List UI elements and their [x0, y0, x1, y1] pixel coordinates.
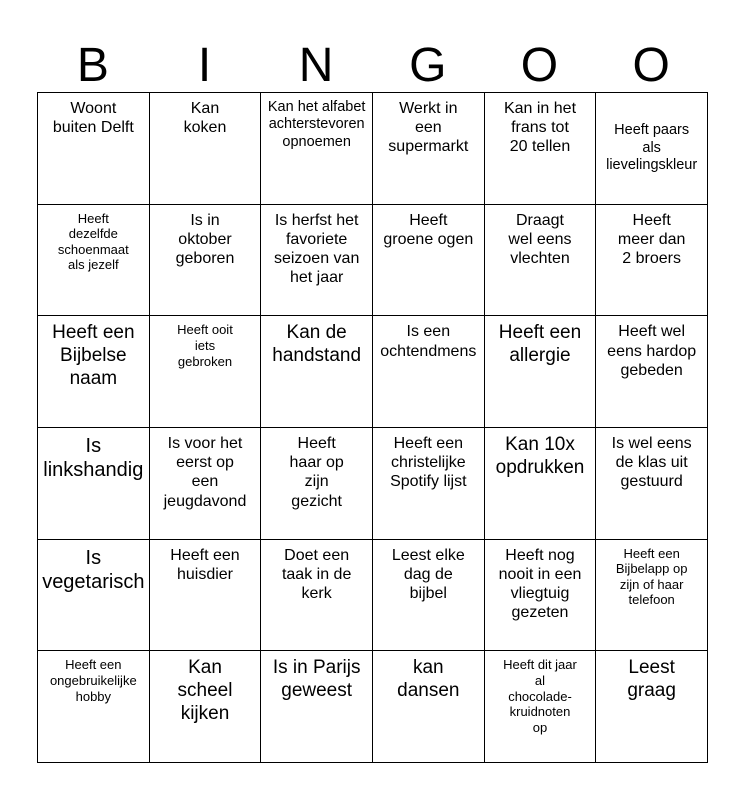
header-letter-o2: O — [632, 39, 670, 92]
bingo-cell[interactable] — [373, 316, 485, 428]
bingo-cell[interactable] — [373, 93, 485, 205]
cell-text: Heeft paars als lievelingskleur — [606, 122, 698, 174]
bingo-cell[interactable] — [596, 205, 708, 317]
cell-text: Heeft dezelfde schoenmaat als jezelf — [57, 210, 129, 273]
bingo-cell[interactable] — [373, 540, 485, 652]
bingo-cell[interactable] — [485, 93, 597, 205]
bingo-cell[interactable] — [373, 651, 485, 763]
bingo-cell[interactable] — [38, 651, 150, 763]
bingo-cell[interactable] — [38, 93, 150, 205]
cell-text: Heeft ooit iets gebroken — [177, 322, 233, 369]
bingo-cell[interactable] — [485, 205, 597, 317]
cell-text: Kan scheel kijken — [177, 657, 233, 724]
header-letter-g: G — [409, 39, 447, 92]
bingo-cell[interactable] — [150, 651, 262, 763]
bingo-cell[interactable] — [38, 205, 150, 317]
cell-text: Leest elke dag de bijbel — [391, 546, 465, 603]
bingo-cell[interactable] — [373, 428, 485, 540]
cell-text: Heeft haar op zijn gezicht — [289, 434, 344, 510]
cell-text: Kan het alfabet achterstevoren opnoemen — [267, 99, 366, 150]
cell-text: Doet een taak in de kerk — [281, 546, 352, 603]
cell-text: Is wel eens de klas uit gestuurd — [611, 434, 692, 491]
cell-text: Heeft nog nooit in een vliegtuig gezeten — [498, 546, 582, 622]
cell-text: Is in oktober geboren — [175, 211, 235, 268]
cell-text: Heeft een Bijbelapp op zijn of haar telefoon — [615, 545, 688, 608]
cell-text: Kan koken — [183, 100, 227, 137]
bingo-cell[interactable] — [150, 428, 262, 540]
cell-text: Heeft een huisdier — [170, 546, 240, 583]
header-letter-o: O — [520, 39, 559, 92]
cell-text: Heeft een christelijke Spotify lijst — [390, 434, 467, 491]
bingo-cell[interactable] — [38, 540, 150, 652]
bingo-cell[interactable] — [261, 316, 373, 428]
cell-text: Draagt wel eens vlechten — [508, 211, 572, 268]
cell-text: Is linkshandig — [43, 434, 144, 481]
cell-text: Heeft een ongebruikelijke hobby — [49, 657, 137, 704]
cell-text: Is in Parijs geweest — [272, 657, 361, 702]
cell-text: Heeft groene ogen — [383, 211, 474, 248]
bingo-cell[interactable] — [485, 428, 597, 540]
bingo-cell[interactable] — [596, 540, 708, 652]
cell-text: Heeft meer dan 2 broers — [617, 211, 686, 268]
cell-text: Heeft een allergie — [498, 322, 582, 367]
bingo-cell[interactable] — [596, 651, 708, 763]
bingo-cell[interactable] — [150, 540, 262, 652]
bingo-cell[interactable] — [150, 93, 262, 205]
bingo-cell[interactable] — [596, 93, 708, 205]
bingo-cell[interactable] — [38, 428, 150, 540]
cell-text: Is een ochtendmens — [380, 323, 477, 360]
bingo-cell[interactable] — [485, 540, 597, 652]
header-letter-i: I — [197, 39, 212, 92]
cell-text: Heeft wel eens hardop gebeden — [607, 323, 697, 379]
cell-text: Kan in het frans tot 20 tellen — [503, 100, 577, 156]
cell-text: Heeft dit jaar al chocolade- kruidnoten op — [503, 657, 577, 735]
bingo-cell[interactable] — [261, 651, 373, 763]
bingo-cell[interactable] — [596, 428, 708, 540]
bingo-cell[interactable] — [261, 540, 373, 652]
cell-text: Is herfst het favoriete seizoen van het jaar — [273, 211, 360, 287]
bingo-cell[interactable] — [261, 428, 373, 540]
cell-text: kan dansen — [397, 657, 460, 702]
bingo-cell[interactable] — [38, 316, 150, 428]
bingo-cell[interactable] — [485, 651, 597, 763]
bingo-cell[interactable] — [596, 316, 708, 428]
cell-text: Heeft een Bijbelse naam — [52, 322, 135, 389]
bingo-cell[interactable] — [261, 205, 373, 317]
bingo-cell[interactable] — [150, 316, 262, 428]
bingo-cell[interactable] — [373, 205, 485, 317]
cell-text: Woont buiten Delft — [52, 100, 134, 137]
cell-text: Leest graag — [627, 657, 676, 702]
header-letter-n: N — [298, 39, 334, 92]
header-letter-b: B — [76, 39, 109, 92]
bingo-header — [37, 38, 707, 94]
bingo-grid — [37, 92, 708, 763]
cell-text: Is voor het eerst op een jeugdavond — [163, 434, 247, 510]
cell-text: Werkt in een supermarkt — [388, 100, 469, 156]
cell-text: Is vegetarisch — [42, 546, 145, 593]
bingo-cell[interactable] — [485, 316, 597, 428]
cell-text: Kan de handstand — [272, 322, 362, 367]
cell-text: Kan 10x opdrukken — [495, 433, 585, 478]
bingo-cell[interactable] — [261, 93, 373, 205]
bingo-cell[interactable] — [150, 205, 262, 317]
